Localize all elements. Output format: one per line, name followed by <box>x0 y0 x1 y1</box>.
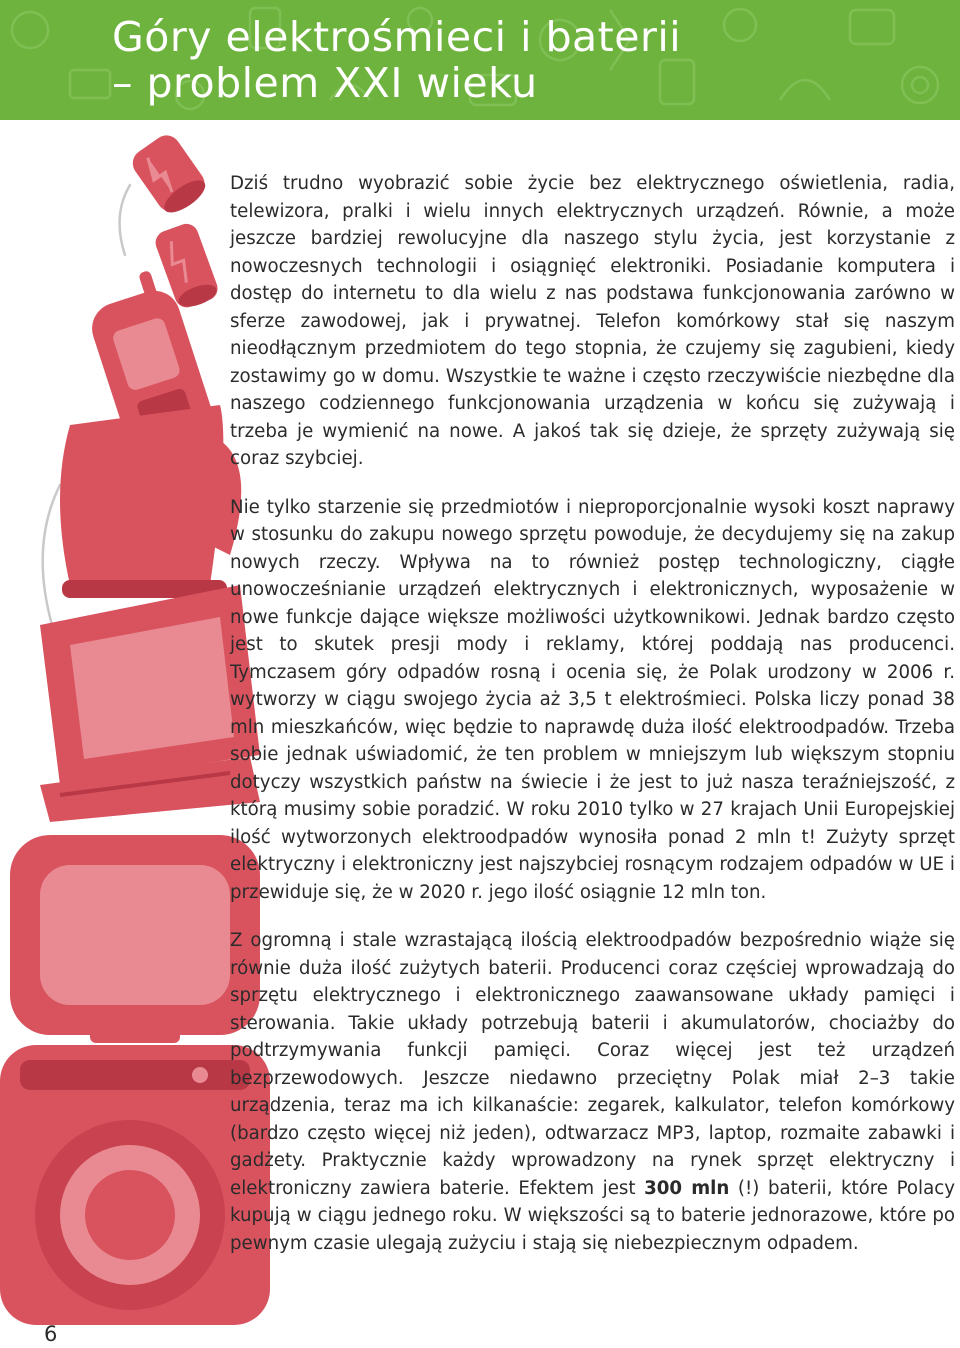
article-body <box>230 170 955 1278</box>
television-icon <box>10 835 260 1043</box>
kettle-icon <box>60 405 241 598</box>
page-title-line-2: – problem XXI wieku <box>112 59 538 107</box>
page-title <box>112 14 681 106</box>
paragraph-3-text-end: (!) baterii, które Polacy kupują w ciągu jednego roku. W większości są to baterie jednorazowe, które po pewnym czasie ulegają zużyciu i stają się niebezpiecznym odpadem. <box>230 1177 955 1254</box>
page-number: 6 <box>44 1322 58 1346</box>
title-banner <box>0 0 960 120</box>
page-title-line-1: Góry elektrośmieci i baterii <box>112 13 682 61</box>
paragraph-3-text-start: Z ogromną i stale wzrastającą ilością elektroodpadów bezpośrednio wiąże się równie duża ilość zużytych baterii. Producenci coraz częściej wprowadzają do sprzętu elektrycznego i elektronicznego zaawansowane układy pamięci i sterowania. Takie układy potrzebują baterii i akumulatorów, chociażby do podtrzymywania funkcji pamięci. Coraz więcej jest też urządzeń bezprzewodowych. Jeszcze niedawno przeciętny Polak miał 2–3 takie urządzenia, teraz ma ich kilkanaście: zegarek, kalkulator, telefon komórkowy (bardzo często więcej niż jeden), odtwarzacz MP3, laptop, rozmaite zabawki i gadżety. Praktycznie każdy wprowadzony na rynek sprzęt elektryczny i elektroniczny zawiera baterie. Efektem jest <box>230 930 955 1199</box>
battery-icon <box>127 130 211 220</box>
article-paragraph-3 <box>230 927 955 1257</box>
battery-count-highlight: 300 mln <box>644 1177 730 1199</box>
article-paragraph-2: Nie tylko starzenie się przedmiotów i nieproporcjonalnie wysoki koszt naprawy w stosunku do zakupu nowego sprzętu powoduje, że decydujemy się na zakup nowych rzeczy. Wpływa na to również postęp technologiczny, ciągłe unowocześnianie urządzeń elektrycznych i elektronicznych, wyposażenie w nowe funkcje dające większe możliwości użytkownikowi. Jednak bardzo często jest to skutek presji mody i reklamy, której poddają nas producenci. Tymczasem góry odpadów rosną i ocenia się, że Polak urodzony w 2006 r. wytworzy w ciągu swojego życia aż 3,5 t elektrośmieci. Polska liczy ponad 38 mln mieszkańców, więc będzie to naprawdę duża ilość elektroodpadów. Trzeba sobie jednak uświadomić, że ten problem w mniejszym lub większym stopniu dotyczy wszystkich państw na świecie i że jest to już nasza teraźniejszość, z którą musimy sobie poradzić. W roku 2010 tylko w 27 krajach Unii Europejskiej ilość wytworzonych elektroodpadów wynosiła ponad 2 mln t! Zużyty sprzęt elektryczny i elektroniczny jest najszybciej rosnącym rodzajem odpadów w UE i przewiduje się, że w 2020 r. jego ilość osiągnie 12 mln ton. <box>230 496 955 903</box>
laptop-icon <box>40 585 260 822</box>
article-paragraph-1: Dziś trudno wyobrazić sobie życie bez elektrycznego oświetlenia, radia, telewizora, pralki i wielu innych elektrycznych urządzeń. Równie, a może jeszcze bardziej rewolucyjne dla naszego stylu życia, jest korzystanie z nowoczesnych technologii i osiągnięć elektroniki. Posiadanie komputera i dostęp do internetu to dla wielu z nas podstawa funkcjonowania zarówno w sferze zawodowej, jak i prywatnej. Telefon komórkowy stał się naszym nieodłącznym przedmiotem do tego stopnia, że czujemy się zagubieni, kiedy zostawimy go w domu. Wszystkie te ważne i często rzeczywiście niezbędne dla naszego codziennego funkcjonowania urządzenia w końcu się zużywają i trzeba je wymienić na nowe. A jakoś tak się dzieje, że sprzęty zużywają się coraz szybciej. <box>230 173 955 469</box>
